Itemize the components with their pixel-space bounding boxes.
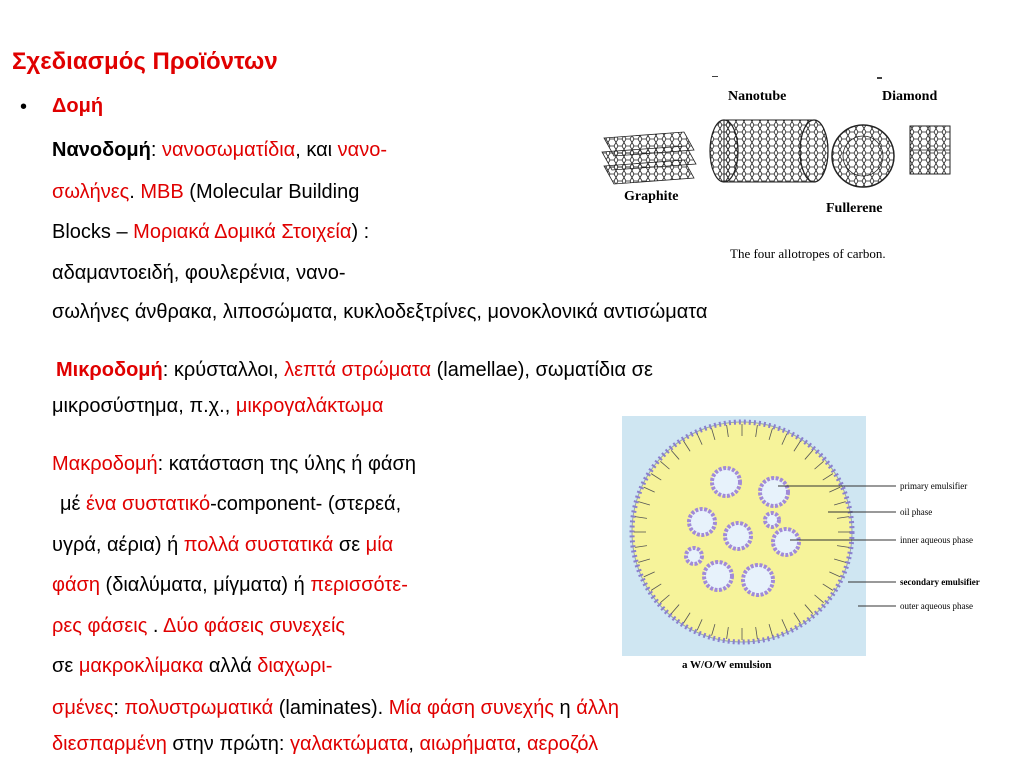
inner-droplet — [725, 523, 751, 549]
nano-line-4: αδαμαντοειδή, φουλερένια, νανο- — [52, 262, 346, 284]
nano-term: Νανοδομή — [52, 139, 151, 161]
nano-line-5: σωλήνες άνθρακα, λιποσώματα, κυκλοδεξτρίνες, μονοκλονικά αντισώματα — [52, 301, 708, 323]
text-run: , και — [295, 139, 338, 161]
macro-line-2 — [60, 492, 401, 516]
macro-line-6 — [52, 654, 332, 678]
macro-line-8 — [52, 732, 598, 756]
inner-droplet — [765, 513, 779, 527]
red-term: μία — [365, 534, 394, 556]
text-run: (laminates). — [273, 697, 389, 719]
label-inner-aqueous-phase: inner aqueous phase — [900, 535, 973, 545]
diamond-label: Diamond — [882, 89, 938, 104]
emulsion-figure — [622, 416, 1022, 674]
inner-droplet — [773, 529, 799, 555]
red-term: Μία φάση συνεχής — [388, 697, 554, 719]
text-run: : — [150, 139, 163, 161]
text-run: (διαλύματα, μίγματα) ή — [100, 574, 311, 596]
micro-line-1 — [56, 358, 653, 382]
nano-line-3 — [52, 220, 369, 244]
text-run: σε — [52, 655, 79, 677]
text-run: -component- (στερεά, — [210, 493, 402, 515]
text-run: Blocks – — [52, 221, 134, 243]
text-run: (lamellae), σωματίδια σε — [431, 359, 653, 381]
nano-line-1 — [52, 138, 387, 162]
graphite-label: Graphite — [624, 189, 679, 204]
text-run: . — [129, 181, 141, 203]
graphite-structure — [602, 132, 696, 184]
nanotube-label: Nanotube — [728, 89, 787, 104]
red-term: πολλά συστατικά — [183, 534, 334, 556]
label-secondary-emulsifier: secondary emulsifier — [900, 577, 980, 587]
text-run: (Molecular Building — [183, 181, 360, 203]
macro-term: Μακροδομή — [52, 453, 158, 475]
red-term: αεροζόλ — [526, 733, 599, 755]
red-term: άλλη — [576, 697, 619, 719]
carbon-figure-caption: The four allotropes of carbon. — [730, 246, 886, 261]
red-term: περισσότε- — [310, 574, 408, 596]
fullerene-structure — [832, 125, 894, 187]
text-run: αλλά — [203, 655, 258, 677]
text-run: υγρά, αέρια) ή — [52, 534, 184, 556]
red-term: γαλακτώματα — [289, 733, 409, 755]
micro-term: Μικροδομή — [56, 359, 163, 381]
red-term: σωλήνες — [52, 181, 130, 203]
inner-droplet — [760, 478, 788, 506]
text-run: . — [147, 615, 163, 637]
inner-droplet — [689, 509, 715, 535]
red-term: διαχωρι- — [257, 655, 333, 677]
nano-line-2 — [52, 180, 359, 204]
slide-title: Σχεδιασμός Προϊόντων — [12, 48, 278, 75]
text-run: , — [408, 733, 420, 755]
red-term: νανοσωματίδια — [162, 139, 296, 161]
red-term: μακροκλίμακα — [78, 655, 204, 677]
emulsion-caption: a W/O/W emulsion — [682, 659, 772, 671]
label-outer-aqueous-phase: outer aqueous phase — [900, 601, 973, 611]
red-term: σμένες — [52, 697, 114, 719]
diamond-structure — [910, 126, 950, 174]
text-run: , — [515, 733, 527, 755]
fullerene-label: Fullerene — [826, 201, 883, 216]
red-term: Μοριακά Δομικά Στοιχεία — [133, 221, 352, 243]
bullet-dot: • — [20, 96, 28, 118]
red-term: πολυστρωματικά — [124, 697, 274, 719]
micro-line-2 — [52, 394, 383, 418]
red-term: MBB — [140, 181, 184, 203]
macro-line-1 — [52, 452, 416, 476]
macro-line-4 — [52, 573, 408, 597]
inner-droplet — [704, 562, 732, 590]
label-primary-emulsifier: primary emulsifier — [900, 481, 968, 491]
macro-line-3 — [52, 533, 393, 557]
red-term: διεσπαρμένη — [52, 733, 167, 755]
inner-droplet — [743, 565, 773, 595]
inner-droplet — [686, 548, 702, 564]
red-term: ένα συστατικό — [86, 493, 211, 515]
red-term: Δύο φάσεις συνεχείς — [162, 615, 346, 637]
red-term: ρες φάσεις — [52, 615, 148, 637]
text-run: σε — [333, 534, 366, 556]
red-term: αιωρήματα — [419, 733, 516, 755]
bullet-heading: Δομή — [52, 95, 104, 117]
carbon-allotropes-figure — [592, 76, 964, 268]
text-run: μικροσύστημα, π.χ., — [52, 395, 236, 417]
text-run: μέ — [60, 493, 86, 515]
red-term: μικρογαλάκτωμα — [235, 395, 384, 417]
text-run: : κατάσταση της ύλης ή φάση — [157, 453, 416, 475]
text-run: ) : — [351, 221, 370, 243]
inner-droplet — [712, 468, 740, 496]
text-run: η — [554, 697, 577, 719]
red-term: νανο- — [337, 139, 388, 161]
macro-line-5 — [52, 614, 345, 638]
text-run: : — [113, 697, 125, 719]
text-run: στην πρώτη: — [166, 733, 290, 755]
text-run: : κρύσταλλοι, — [162, 359, 285, 381]
red-term: λεπτά στρώματα — [284, 359, 432, 381]
macro-line-7 — [52, 696, 619, 720]
nanotube-structure — [710, 120, 828, 182]
red-term: φάση — [52, 574, 100, 596]
label-oil-phase: oil phase — [900, 507, 933, 517]
